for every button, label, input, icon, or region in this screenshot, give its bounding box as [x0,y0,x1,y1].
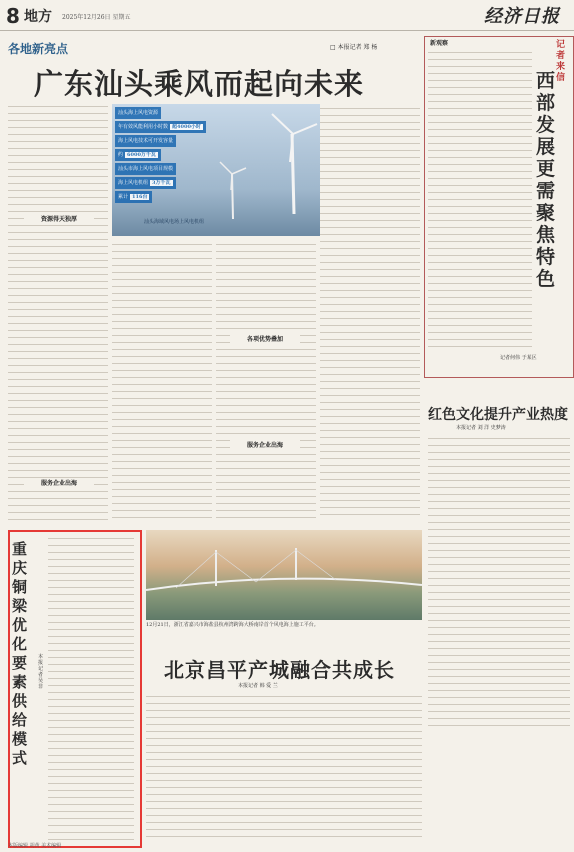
beijing-byline: 本报记者 韩 爱 兰 [238,683,278,689]
callout-3: 约 6000万千瓦 [115,149,161,161]
page-footer: 本版编辑 胡黄 美术编辑 [8,843,62,849]
top-story-headline: 广东汕头乘风而起向未来 [34,67,365,101]
top-story-body-right [320,104,420,520]
commentary-signature: 记者何伟 于某区 [500,355,537,361]
beijing-body [146,692,422,842]
beijing-headline: 北京昌平产城融合共成长 [164,658,395,682]
bridge-photo [146,530,422,620]
top-story-body-left [8,102,108,520]
commentary-headline: 西部发展更需聚焦特色 [536,70,556,290]
bridge-icon [146,530,422,620]
bridge-photo-caption: 12月21日，浙江省嘉兴市海盐县杭州湾跨海大桥南岸首个风电海上施工平台。 [146,622,319,628]
subhead-2: 各项优势叠加 [230,334,300,343]
callout-1: 年有效风能利用小时数 超4000小时 [115,121,206,133]
top-story-byline: □ 本报记者 郑 杨 [330,44,378,51]
callout-0: 汕头海上风电资源 [115,107,161,119]
red-culture-byline: 本报记者 刘 洋 史梦涛 [456,425,506,431]
subhead-3b: 服务企业出海 [230,440,300,449]
masthead-logo: 经济日报 [484,6,560,27]
commentary-body [428,48,532,352]
section-name: 地方 [24,9,52,25]
subhead-3: 服务企业出海 [24,478,94,487]
top-story-body-mid [112,240,212,520]
top-story-body-mid2 [216,240,316,520]
chongqing-byline: 本报记者 吴 非 [38,654,44,690]
issue-date: 2025年12月26日 星期五 [62,14,131,21]
callout-6: 累计 116台 [115,191,152,203]
callout-4: 汕头市海上风电项目规模 [115,163,176,175]
callout-5: 海上风电机组 3万千瓦 [115,177,176,189]
red-culture-headline: 红色文化提升产业热度 [428,407,568,423]
page-number: 8 [6,4,20,28]
subhead-1: 资源得天独厚 [24,214,94,223]
column-title: 各地新亮点 [8,42,69,56]
commentary-label: 新观察 [430,40,449,47]
red-culture-body [428,434,570,730]
wind-photo-caption: 汕头海域风电场上风电机组 [144,219,205,225]
chongqing-body [48,534,134,840]
commentary-tag: 记者来信 [556,40,566,83]
chongqing-headline: 重庆铜梁优化要素供给模式 [12,540,28,767]
callout-2: 海上风电技术可开发容量 [115,135,176,147]
